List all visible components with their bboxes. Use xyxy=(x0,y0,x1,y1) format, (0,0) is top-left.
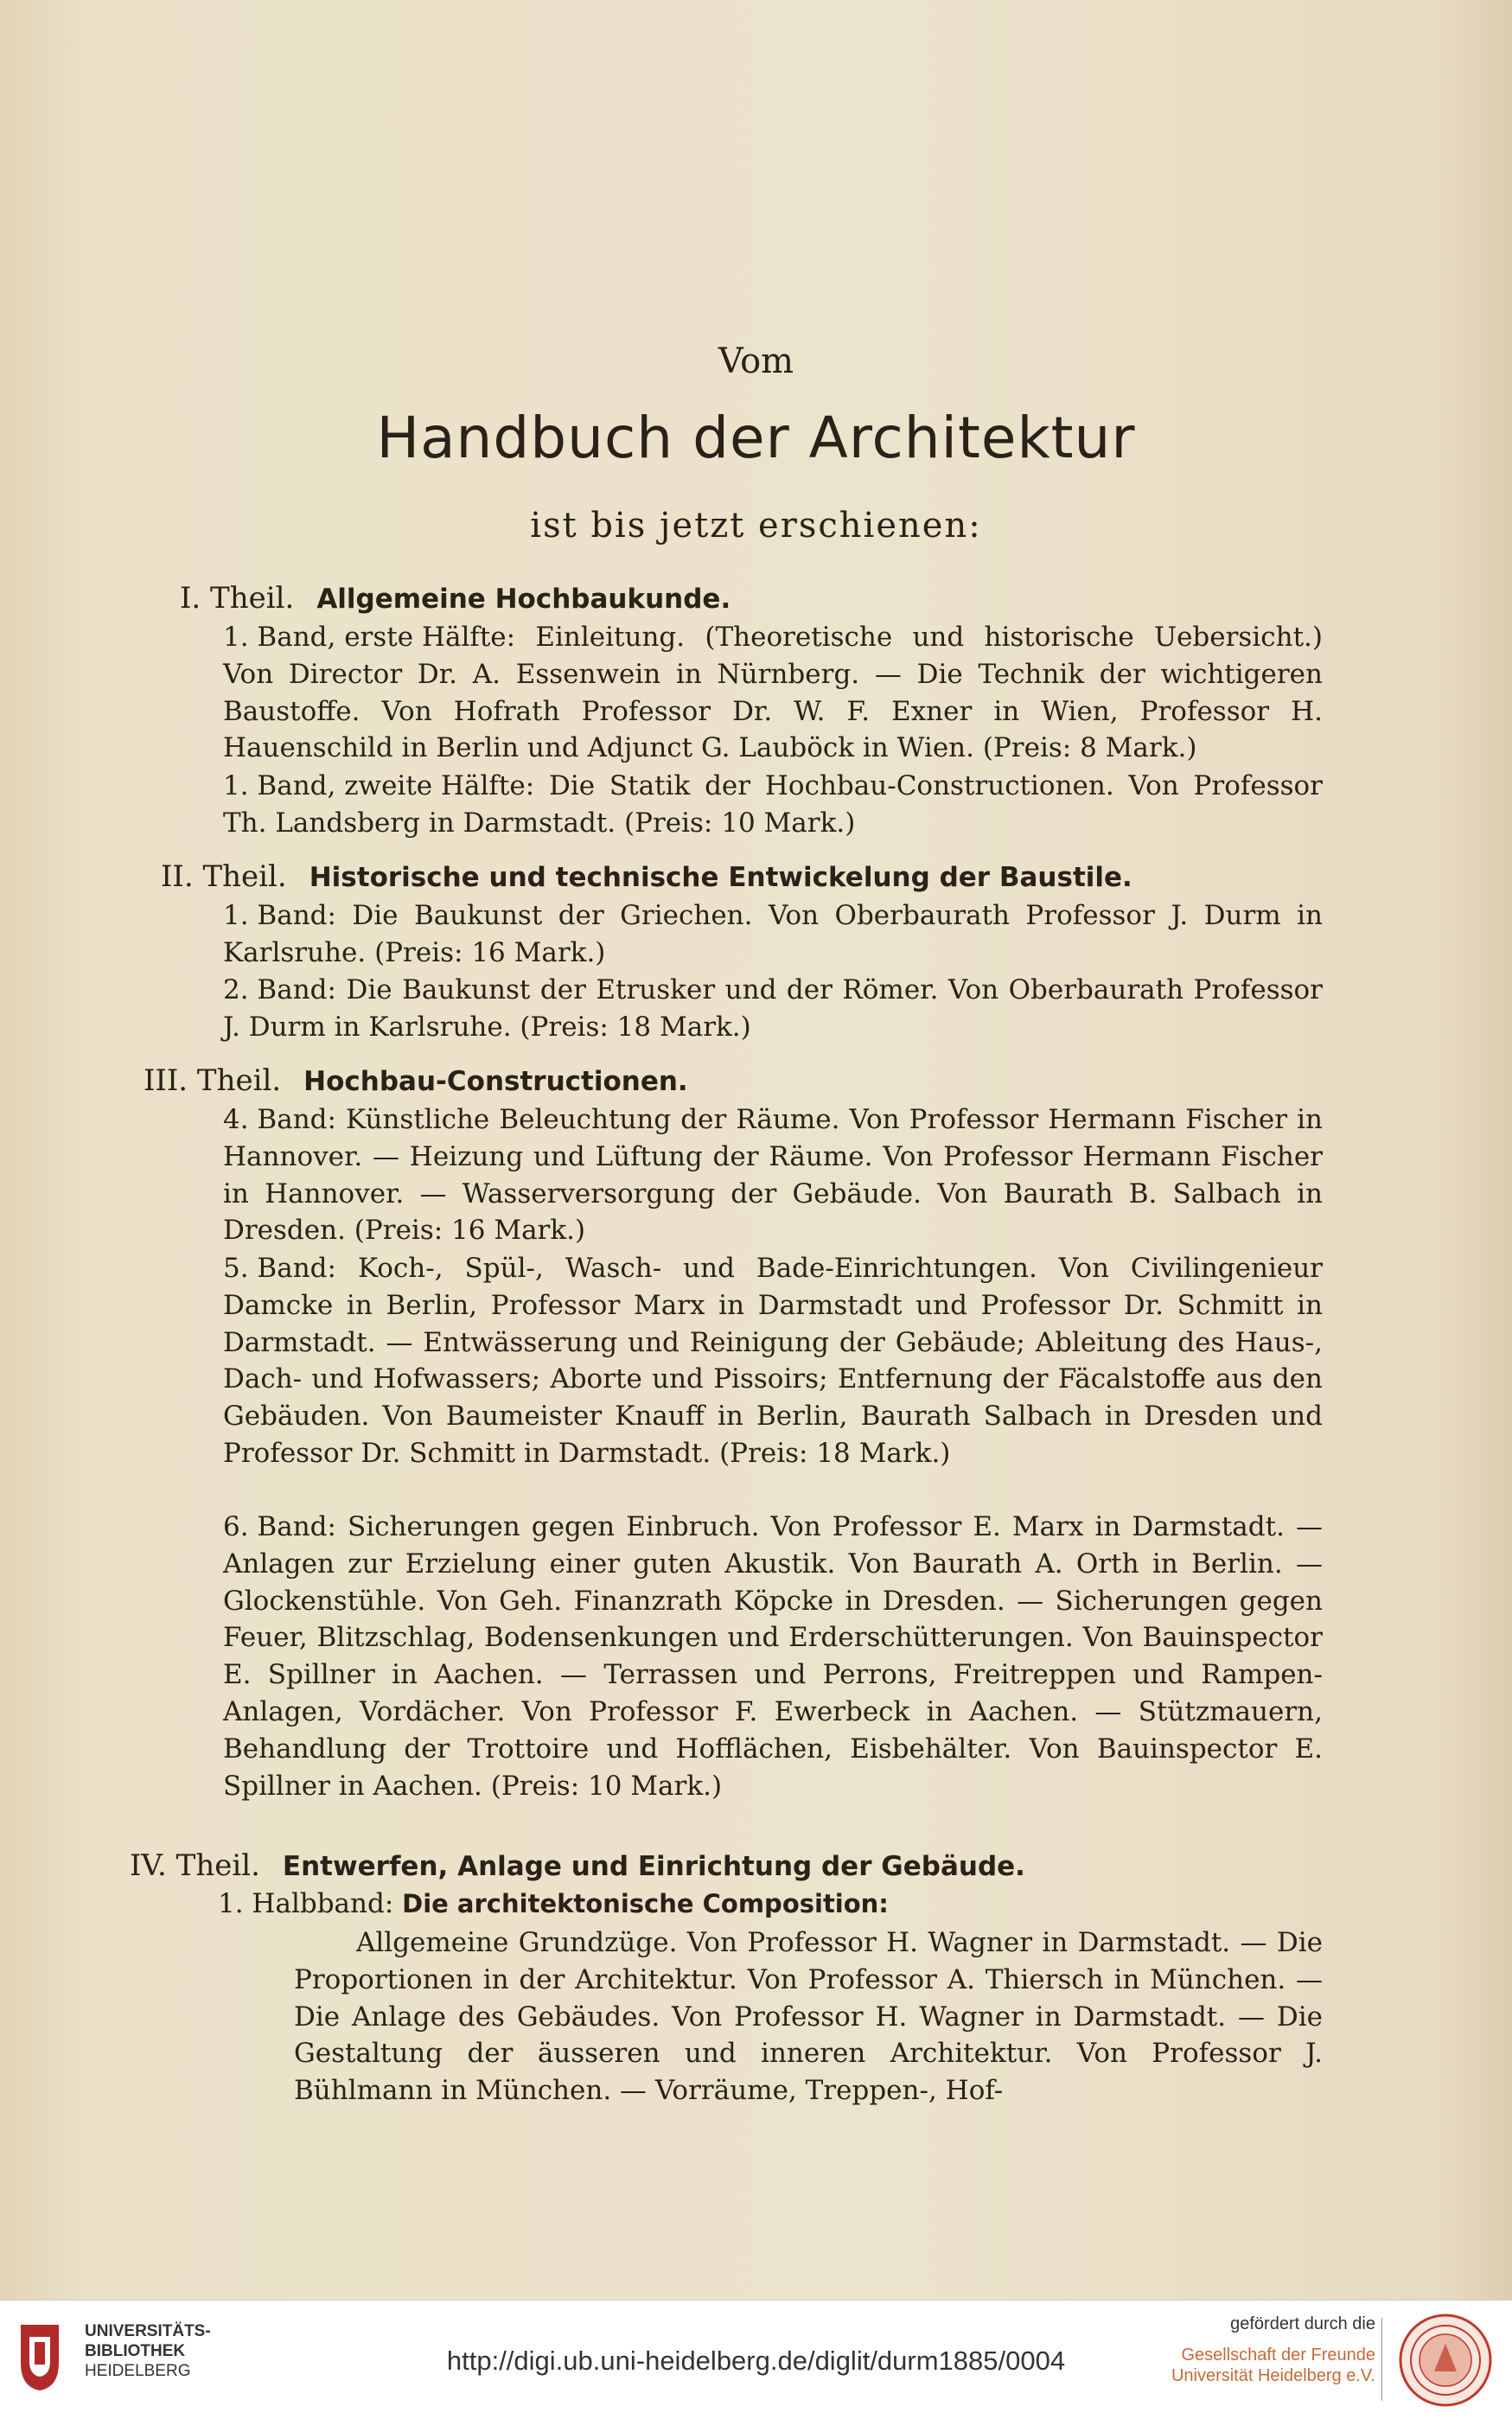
library-name-line-2: BIBLIOTHEK xyxy=(85,2342,186,2360)
part-heading-2 xyxy=(161,859,1132,894)
part-number: II. Theil. xyxy=(161,859,287,894)
entry-band-2-2 xyxy=(223,972,1323,1046)
library-name-line-1: UNIVERSITÄTS- xyxy=(85,2322,211,2340)
entry-text: Einleitung. (Theoretische und historische Uebersicht.) Von Director Dr. A. Essenwein in Nürnberg. — Die Technik der wichtigeren Baustoffe. Von Hofrath Professor Dr. W. F. Exner in Wien, Professor H. Hauenschild in Berlin und Adjunct G. Lauböck in Wien. (Preis: 8 Mark.) xyxy=(223,622,1323,764)
sponsor-text xyxy=(1171,2314,1375,2386)
entry-text: Künstliche Beleuchtung der Räume. Von Professor Hermann Fischer in Hannover. — Heizung und Lüftung der Räume. Von Professor Hermann Fischer in Hannover. — Wasserversorgung der Gebäude. Von Baurath B. Salbach in Dresden. (Preis: 16 Mark.) xyxy=(223,1104,1323,1247)
part-number: III. Theil. xyxy=(144,1063,282,1098)
entry-text: Koch-, Spül-, Wasch- und Bade-Einrichtungen. Von Civilingenieur Damcke in Berlin, Professor Marx in Darmstadt und Professor Dr. Schmitt in Darmstadt. — Entwässerung und Reinigung der Gebäude; Ableitung des Haus-, Dach- und Hofwassers; Aborte und Pissoirs; Entfernung der Fäcalstoffe aus den Gebäuden. Von Baumeister Knauff in Berlin, Baurath Salbach in Dresden und Professor Dr. Schmitt in Darmstadt. (Preis: 18 Mark.) xyxy=(223,1253,1323,1469)
halbband-heading xyxy=(218,1888,889,1919)
sponsor-label: gefördert durch die xyxy=(1230,2314,1375,2333)
entry-text: Die Baukunst der Griechen. Von Oberbaurath Professor J. Durm in Karlsruhe. (Preis: 16 Mark.) xyxy=(223,900,1324,968)
sponsor-name-line-2: Universität Heidelberg e.V. xyxy=(1171,2366,1375,2385)
entry-lead: 2. Band: xyxy=(223,974,336,1005)
entry-band-3-4 xyxy=(223,1101,1323,1249)
halbband-name: Die architektonische Composition: xyxy=(402,1889,889,1918)
entry-band-3-5 xyxy=(223,1250,1323,1472)
entry-text: Die Baukunst der Etrusker und der Römer. Von Oberbaurath Professor J. Durm in Karlsruhe. (Preis: 18 Mark.) xyxy=(223,974,1324,1043)
footer-divider xyxy=(1381,2318,1382,2401)
halbband-lead: 1. Halbband: xyxy=(218,1888,394,1919)
heading-vom: Vom xyxy=(718,341,794,381)
entry-band-1a xyxy=(223,619,1323,767)
entry-band-1b xyxy=(223,768,1323,842)
library-name-line-3: HEIDELBERG xyxy=(85,2362,191,2380)
entry-lead: 1. Band: xyxy=(223,900,336,931)
source-url-link[interactable]: http://digi.ub.uni-heidelberg.de/diglit/durm1885/0004 xyxy=(446,2346,1066,2376)
part-heading-3 xyxy=(144,1063,688,1098)
entry-band-3-6 xyxy=(223,1509,1323,1804)
part-name: Allgemeine Hochbaukunde. xyxy=(316,584,731,615)
entry-band-2-1 xyxy=(223,897,1323,972)
part-heading-4 xyxy=(130,1848,1025,1883)
entry-text: Sicherungen gegen Einbruch. Von Professor E. Marx in Darmstadt. — Anlagen zur Erzielung einer guten Akustik. Von Baurath A. Orth in Berlin. — Glockenstühle. Von Geh. Finanzrath Köpcke in Dresden. — Sicherungen gegen Feuer, Blitzschlag, Bodensenkungen und Erderschütterungen. Von Bauinspector E. Spillner in Aachen. — Terrassen und Perrons, Freitreppen und Rampen-Anlagen, Vordächer. Von Professor F. Ewerbeck in Aachen. — Stützmauern, Behandlung der Trottoire und Hofflächen, Eisbehälter. Von Bauinspector E. Spillner in Aachen. (Preis: 10 Mark.) xyxy=(223,1511,1323,1802)
entry-lead: 5. Band: xyxy=(223,1253,336,1284)
part-name: Historische und technische Entwickelung der Baustile. xyxy=(309,862,1132,893)
part-number: IV. Theil. xyxy=(130,1848,260,1883)
book-title: Handbuch der Architektur xyxy=(376,405,1136,471)
entry-lead: 4. Band: xyxy=(223,1104,336,1135)
footer-bar xyxy=(0,2300,1512,2419)
sponsor-name-line-1: Gesellschaft der Freunde xyxy=(1181,2346,1375,2365)
part-name: Hochbau-Constructionen. xyxy=(303,1066,688,1097)
book-subtitle: ist bis jetzt erschienen: xyxy=(530,506,982,546)
entry-text: Allgemeine Grundzüge. Von Professor H. Wagner in Darmstadt. — Die Proportionen in der Architektur. Von Professor A. Thiersch in München. — Die Anlage des Gebäudes. Von Professor H. Wagner in Darmstadt. — Die Gestaltung der äusseren und inneren Architektur. Von Professor J. Bühlmann in München. — Vorräume, Treppen-, Hof- xyxy=(294,1927,1323,2107)
entry-halbband-1 xyxy=(294,1924,1323,2109)
university-seal-icon xyxy=(1398,2313,1493,2408)
part-number: I. Theil. xyxy=(180,581,295,616)
entry-lead: 1. Band, zweite Hälfte: xyxy=(223,770,535,801)
entry-lead: 6. Band: xyxy=(223,1511,336,1542)
part-name: Entwerfen, Anlage und Einrichtung der Gebäude. xyxy=(282,1851,1025,1882)
part-heading-1 xyxy=(180,581,730,616)
entry-lead: 1. Band, erste Hälfte: xyxy=(223,622,516,653)
entry-text: Die Statik der Hochbau-Constructionen. Von Professor Th. Landsberg in Darmstadt. (Preis: 10 Mark.) xyxy=(223,770,1323,839)
